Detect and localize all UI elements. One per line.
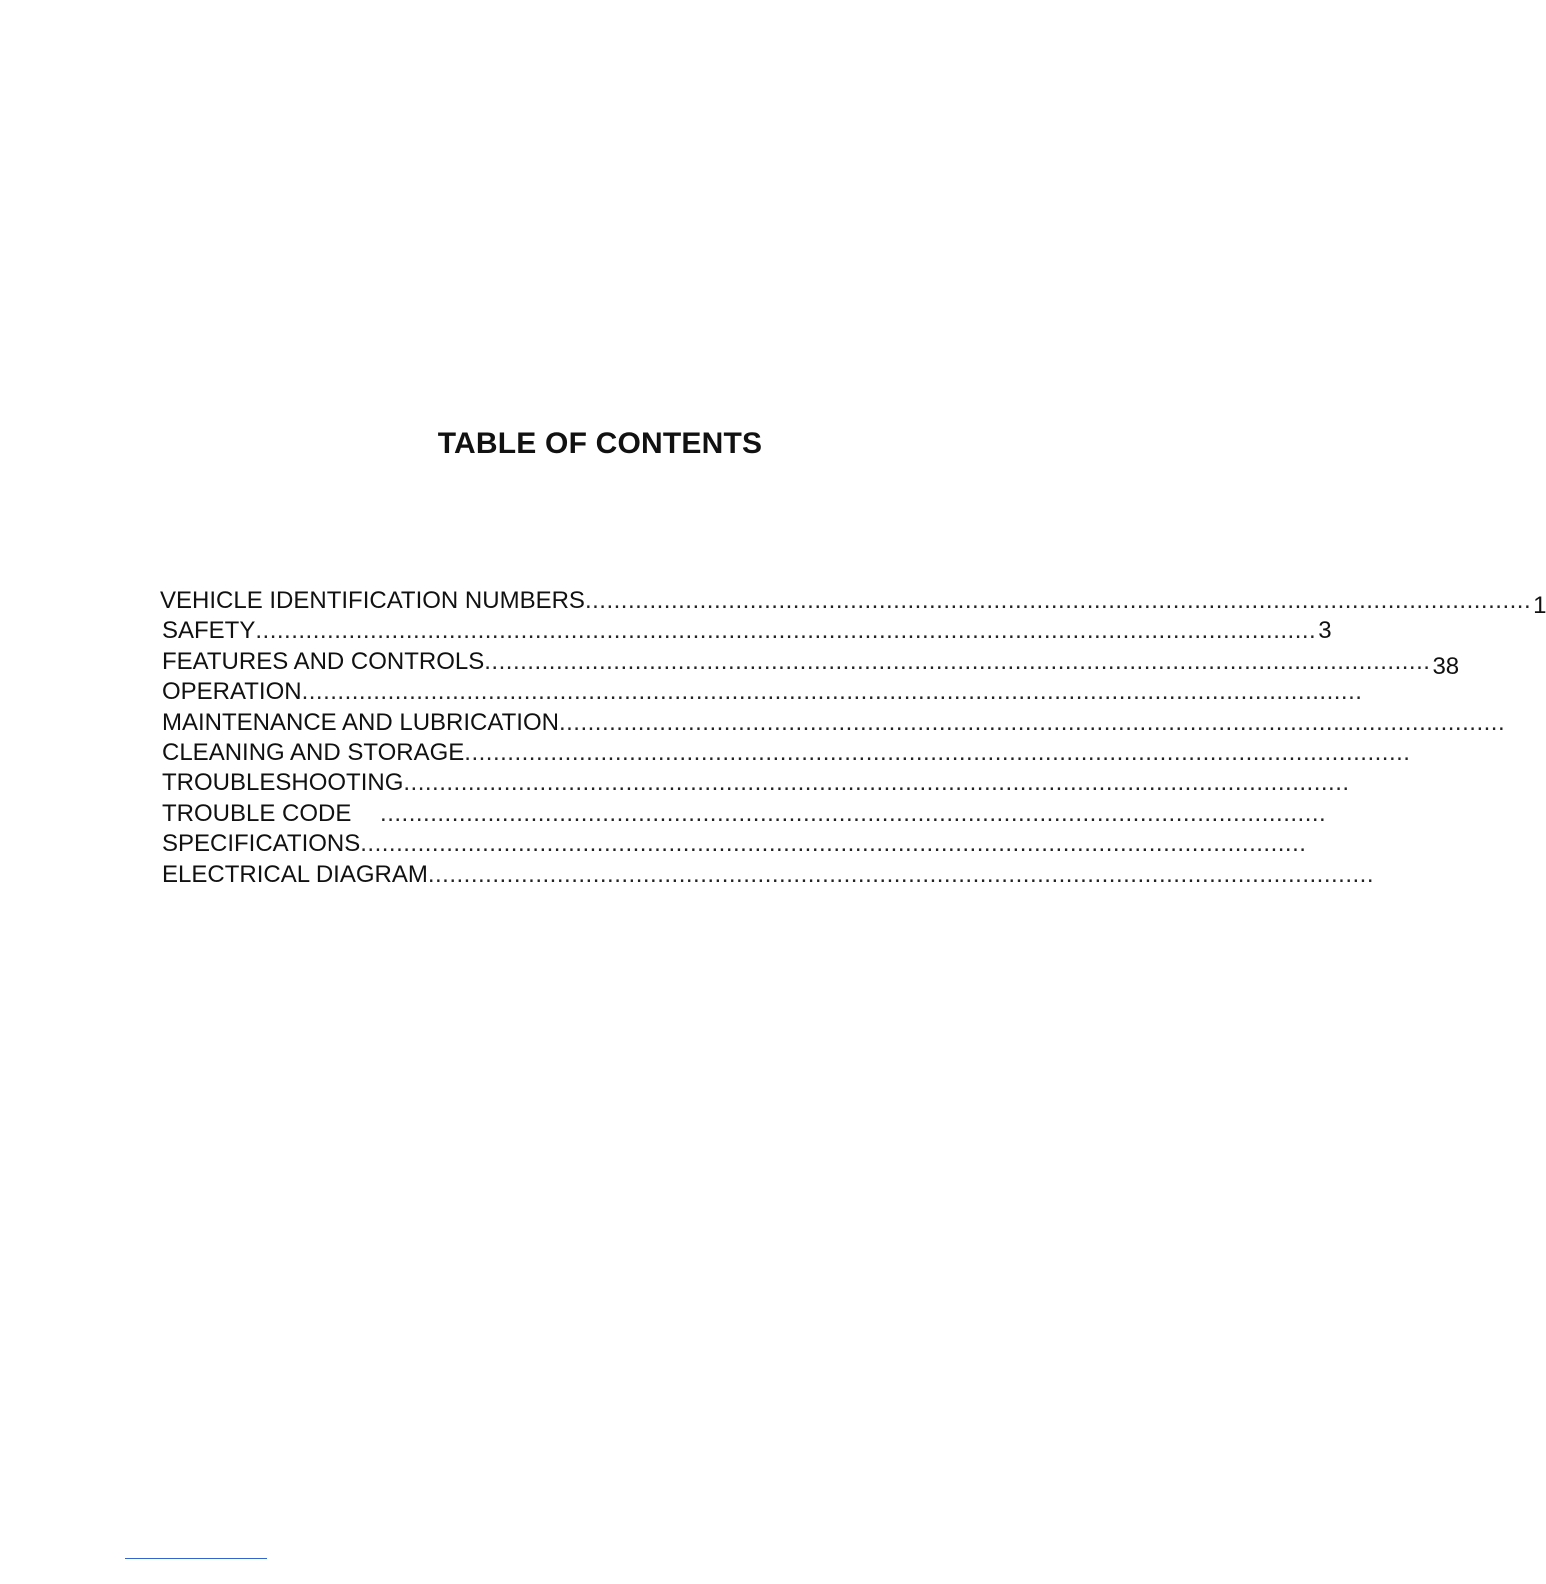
- toc-entry-label: MAINTENANCE AND LUBRICATION: [162, 708, 559, 736]
- dot-leader: ....................................................................................................................................: [427, 860, 1374, 888]
- toc-entry-label: FEATURES AND CONTROLS: [162, 647, 485, 675]
- toc-entry-label: TROUBLE CODE: [162, 799, 352, 827]
- page-title: TABLE OF CONTENTS: [437, 427, 763, 460]
- dot-leader: ....................................................................................................................................: [403, 769, 1350, 797]
- dot-leader: ....................................................................................................................................: [584, 587, 1532, 614]
- toc-entry-label: SPECIFICATIONS: [162, 830, 361, 858]
- toc-entry-trouble-code[interactable]: [162, 799, 1327, 829]
- dot-leader: ....................................................................................................................................................: [301, 678, 1363, 706]
- toc-entry-label: ELECTRICAL DIAGRAM: [162, 860, 428, 888]
- toc-entry-vehicle-identification-numbers[interactable]: [160, 586, 1546, 619]
- toc-entry-maintenance-and-lubrication[interactable]: [162, 708, 1506, 738]
- toc-entry-label: SAFETY: [162, 617, 256, 645]
- toc-entry-specifications[interactable]: [162, 829, 1307, 859]
- footnote-link-rule: [125, 1558, 267, 1559]
- toc-entry-label: VEHICLE IDENTIFICATION NUMBERS: [160, 587, 585, 614]
- dot-leader: ....................................................................................................................................: [484, 647, 1431, 675]
- dot-leader: ....................................................................................................................................: [360, 830, 1307, 858]
- toc-page-number: 1: [1533, 592, 1546, 619]
- toc-entry-label: CLEANING AND STORAGE: [162, 738, 465, 766]
- toc-entry-label: TROUBLESHOOTING: [162, 769, 404, 797]
- toc-page-number: 3: [1318, 617, 1332, 645]
- dot-leader: ....................................................................................................................................: [558, 708, 1506, 736]
- toc-entry-operation[interactable]: [162, 677, 1363, 707]
- dot-leader: ....................................................................................................................................: [351, 799, 1327, 827]
- toc-entry-troubleshooting[interactable]: [162, 768, 1350, 798]
- toc-entry-label: OPERATION: [162, 678, 302, 706]
- table-of-contents: [160, 586, 1546, 890]
- toc-page-number: 38: [1432, 652, 1460, 680]
- toc-entry-features-and-controls[interactable]: [162, 647, 1460, 680]
- toc-entry-electrical-diagram[interactable]: [162, 860, 1374, 890]
- dot-leader: ....................................................................................................................................: [464, 738, 1411, 766]
- toc-entry-cleaning-and-storage[interactable]: [162, 738, 1411, 768]
- toc-entry-safety[interactable]: [162, 616, 1332, 646]
- dot-leader: ....................................................................................................................................................: [255, 617, 1317, 645]
